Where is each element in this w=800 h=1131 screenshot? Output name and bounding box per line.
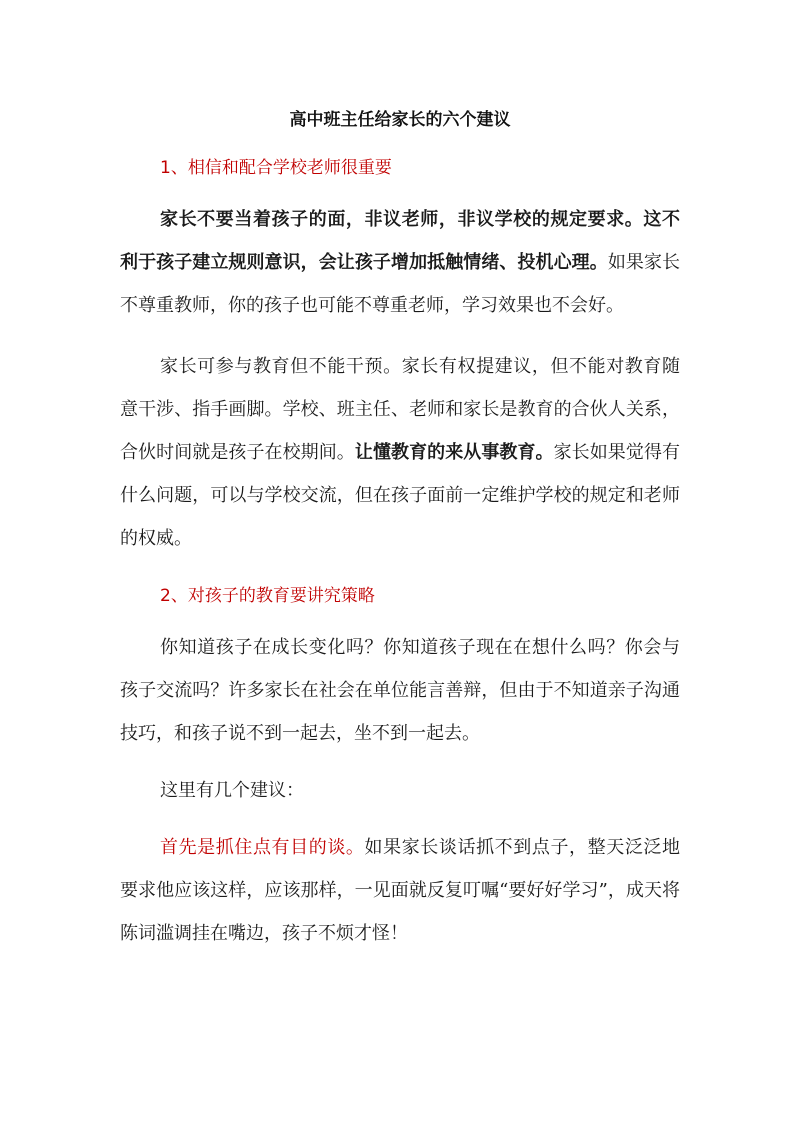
section-1-paragraph-1-rest: 如果家长不尊重教师，你的孩子也可能不尊重老师，学习效果也不会好。 [120,252,681,316]
section-1-paragraph-2 [120,345,680,560]
section-2-paragraph-3-rest: 如果家长谈话抓不到点子，整天泛泛地要求他应该这样，应该那样，一见面就反复叮嘱“要好好学习”，成天将陈词滥调挂在嘴边，孩子不烦才怪！ [120,837,681,944]
section-1-paragraph-2-end: 家长如果觉得有什么问题，可以与学校交流，但在孩子面前一定维护学校的规定和老师的权威。 [120,442,681,549]
section-1-paragraph-1 [120,198,680,327]
section-2-paragraph-1: 你知道孩子在成长变化吗？你知道孩子现在在想什么吗？你会与孩子交流吗？许多家长在社会在单位能言善辩，但由于不知道亲子沟通技巧，和孩子说不到一起去，坐不到一起去。 [120,637,680,744]
section-2-heading: 2、对孩子的教育要讲究策略 [160,586,375,606]
section-1-paragraph-2-start: 家长可参与教育但不能干预。家长有权提建议，但不能对教育随意干涉、指手画脚。学校、班主任、老师和家长是教育的合伙人关系，合伙时间就是孩子在校期间。 [120,356,680,463]
section-2-paragraph-3-red: 首先是抓住点有目的谈。 [160,837,365,858]
section-1-paragraph-1-bold: 家长不要当着孩子的面，非议老师，非议学校的规定要求。这不利于孩子建立规则意识，会让孩子增加抵触情绪、投机心理。 [120,209,680,273]
document-title: 高中班主任给家长的六个建议 [289,110,511,130]
document-page [120,100,680,955]
section-2-paragraph-2: 这里有几个建议： [160,780,304,801]
section-2-paragraph-3 [120,826,680,955]
section-1-heading: 1、相信和配合学校老师很重要 [160,158,392,178]
section-1-paragraph-2-bold: 让懂教育的来从事教育。 [354,442,554,463]
